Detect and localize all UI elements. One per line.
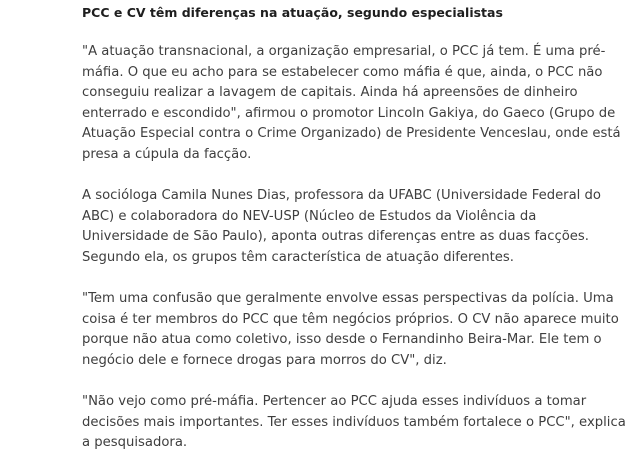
paragraph-line: decisões mais importantes. Ter esses indivíduos também fortalece o PCC", explica	[82, 414, 626, 430]
paragraph-line: enterrado e escondido", afirmou o promotor Lincoln Gakiya, do Gaeco (Grupo de	[82, 105, 616, 121]
paragraph-line: coisa é ter membros do PCC que têm negócios próprios. O CV não aparece muito	[82, 311, 619, 327]
paragraph-line: conseguiu realizar a lavagem de capitais. Ainda há apreensões de dinheiro	[82, 85, 578, 100]
paragraph-quote-gakiya	[82, 42, 634, 165]
paragraph-quote-pre-mafia	[82, 392, 634, 454]
paragraph-line: A socióloga Camila Nunes Dias, professora da UFABC (Universidade Federal do	[82, 188, 601, 203]
paragraph-line: Segundo ela, os grupos têm característica de atuação diferentes.	[82, 249, 514, 265]
paragraph-line: negócio dele e fornece drogas para morros do CV", diz.	[82, 352, 447, 368]
paragraph-line: a pesquisadora.	[82, 435, 188, 450]
paragraph-line: "Não vejo como pré-máfia. Pertencer ao PCC ajuda esses indivíduos a tomar	[82, 394, 587, 409]
paragraph-line: ABC) e colaboradora do NEV-USP (Núcleo de Estudos da Violência da	[82, 208, 537, 224]
paragraph-line: Atuação Especial contra o Crime Organizado) de Presidente Venceslau, onde está	[82, 126, 621, 141]
paragraph-line: porque não atua como coletivo, isso desde o Fernandinho Beira-Mar. Ele tem o	[82, 332, 602, 347]
paragraph-line: Universidade de São Paulo), aponta outras diferenças entre as duas facções.	[82, 229, 589, 244]
paragraph-line: "Tem uma confusão que geralmente envolve essas perspectivas da polícia. Uma	[82, 291, 614, 306]
paragraph-line: presa a cúpula da facção.	[82, 146, 252, 162]
paragraph-quote-confusao	[82, 289, 634, 371]
paragraph-camila-intro	[82, 186, 634, 268]
paragraph-line: máfia. O que eu acho para se estabelecer como máfia é que, ainda, o PCC não	[82, 64, 603, 80]
paragraph-line: "A atuação transnacional, a organização empresarial, o PCC já tem. É uma pré-	[82, 44, 606, 59]
section-heading: PCC e CV têm diferenças na atuação, segundo especialistas	[82, 5, 503, 20]
